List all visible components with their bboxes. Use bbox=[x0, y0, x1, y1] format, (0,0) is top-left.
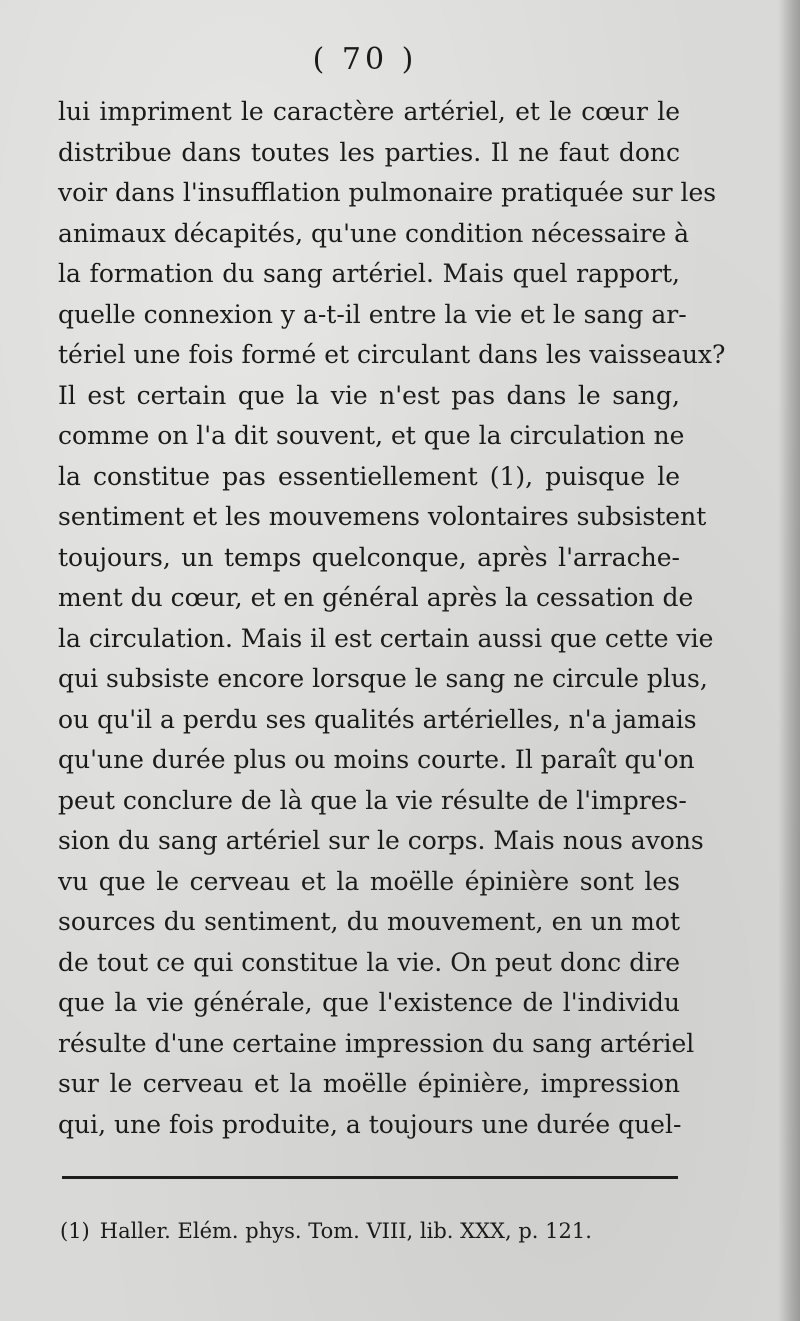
text-line: vu que le cerveau et la moëlle épinière sont les bbox=[58, 866, 680, 896]
text-line: Il est certain que la vie n'est pas dans le sang, bbox=[58, 380, 680, 410]
text-line: la formation du sang artériel. Mais quel rapport, bbox=[58, 259, 680, 288]
footnote-divider bbox=[62, 1176, 678, 1179]
text-line: tériel une fois formé et circulant dans les vaisseaux? bbox=[58, 340, 726, 369]
text-line: sentiment et les mouvemens volontaires subsistent bbox=[58, 502, 707, 531]
text-line: quelle connexion y a-t-il entre la vie et le sang ar- bbox=[58, 299, 687, 329]
text-line: de tout ce qui constitue la vie. On peut donc dire bbox=[58, 947, 680, 977]
text-line: lui impriment le caractère artériel, et le cœur le bbox=[58, 97, 680, 126]
page-edge-shadow bbox=[778, 0, 800, 1321]
text-line: ou qu'il a perdu ses qualités artérielles, n'a jamais bbox=[58, 704, 697, 734]
text-line: que la vie générale, que l'existence de l'individu bbox=[58, 988, 680, 1017]
text-line: comme on l'a dit souvent, et que la circulation ne bbox=[58, 421, 685, 450]
text-line: qui subsiste encore lorsque le sang ne circule plus, bbox=[58, 664, 708, 693]
footnote-text: Haller. Elém. phys. Tom. VIII, lib. XXX, p. 121. bbox=[99, 1219, 592, 1243]
text-line: distribue dans toutes les parties. Il ne faut donc bbox=[58, 137, 680, 167]
text-line: la constitue pas essentiellement (1), puisque le bbox=[58, 461, 680, 491]
body-text bbox=[58, 92, 726, 1145]
text-line: la circulation. Mais il est certain aussi que cette vie bbox=[58, 623, 714, 653]
footnote bbox=[60, 1216, 700, 1246]
page-number: ( 70 ) bbox=[312, 42, 418, 77]
text-line: résulte d'une certaine impression du sang artériel bbox=[58, 1028, 695, 1058]
footnote-marker: (1) bbox=[60, 1219, 90, 1243]
text-line: voir dans l'insufflation pulmonaire pratiquée sur les bbox=[58, 178, 717, 207]
text-line: animaux décapités, qu'une condition nécessaire à bbox=[58, 218, 690, 248]
text-line: qu'une durée plus ou moins courte. Il paraît qu'on bbox=[58, 745, 695, 774]
text-line: ment du cœur, et en général après la cessation de bbox=[58, 583, 694, 612]
text-line: qui, une fois produite, a toujours une durée quel- bbox=[58, 1109, 682, 1139]
text-line: sur le cerveau et la moëlle épinière, impression bbox=[58, 1069, 680, 1098]
text-line: peut conclure de là que la vie résulte de l'impres- bbox=[58, 785, 687, 815]
text-line: toujours, un temps quelconque, après l'arrache- bbox=[58, 542, 680, 572]
text-line: sion du sang artériel sur le corps. Mais nous avons bbox=[58, 826, 704, 855]
text-line: sources du sentiment, du mouvement, en un mot bbox=[58, 907, 680, 936]
